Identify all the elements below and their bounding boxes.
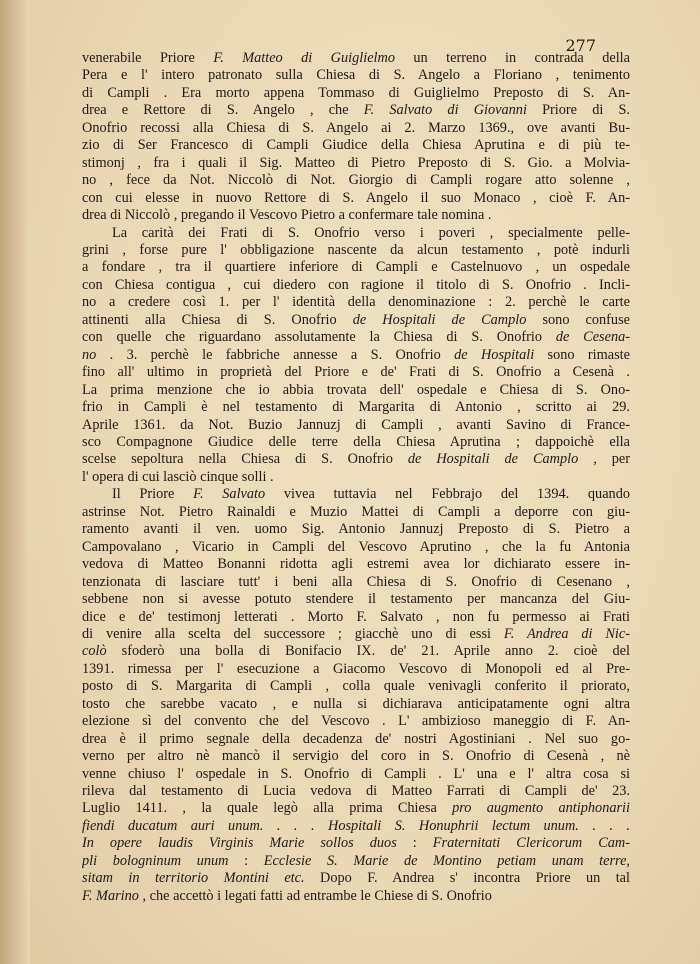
- text-segment: dice e de' testimonj letterati . Morto F. Salvato , non fu permesso ai Frati: [82, 608, 630, 625]
- text-segment: Onofrio recossi alla Chiesa di S. Angelo ai 2. Marzo 1369., ove avanti Bu-: [82, 119, 630, 136]
- text-segment: :: [396, 835, 433, 852]
- text-segment: rileva dal testamento di Lucia vedova di Matteo Farrati di Campli de' 23.: [82, 783, 630, 800]
- italic-text: F. Andrea di Nic-: [503, 625, 630, 642]
- text-segment: La prima menzione che io abbia trovata dell' ospedale e Chiesa di S. Ono-: [82, 381, 630, 398]
- text-line: [82, 800, 630, 817]
- text-line: [82, 521, 630, 538]
- text-line: [82, 870, 630, 887]
- text-segment: tosto che sarebbe vacato , e nulla si dichiarava anticipatamente ogni altra: [82, 695, 630, 712]
- text-segment: un terreno in contrada della: [394, 50, 630, 66]
- text-line: [82, 347, 630, 364]
- italic-text: F. Marino: [82, 887, 139, 904]
- text-line: [82, 207, 630, 224]
- text-line: [82, 556, 630, 573]
- text-segment: Dopo F. Andrea s' incontra Priore un tal: [304, 870, 630, 887]
- text-line: [82, 259, 630, 276]
- text-segment: frio in Campli è nel testamento di Margarita di Antonio , scritto ai 29.: [82, 399, 630, 416]
- text-line: [82, 399, 630, 416]
- text-line: [82, 818, 630, 835]
- text-segment: astrinse Not. Pietro Rainaldi e Muzio Mattei di Campli a deporre con giu-: [82, 503, 630, 520]
- book-page: [30, 0, 700, 964]
- text-line: [82, 190, 630, 207]
- text-line: [82, 102, 630, 119]
- text-line: [82, 661, 630, 678]
- text-segment: no a credere così 1. per l' identità della denominazione : 2. perchè le carte: [82, 294, 630, 311]
- text-segment: Pera e l' intero patronato sulla Chiesa di S. Angelo a Floriano , tenimento: [82, 67, 630, 84]
- text-segment: elezione sì del convento che del Vescovo . L' ambizioso maneggio di F. An-: [82, 713, 630, 730]
- text-segment: Il Priore: [112, 486, 194, 503]
- italic-text: F. Salvato: [193, 486, 266, 503]
- text-line: [82, 486, 630, 503]
- text-segment: scelse sepoltura nella Chiesa di S. Onofrio: [82, 451, 408, 468]
- text-segment: zio di Ser Francesco di Campli Giudice della Chiesa Aprutina e di più te-: [82, 137, 630, 154]
- text-line: [82, 766, 630, 783]
- text-line: [82, 50, 630, 67]
- text-segment: di venire alla scelta del successore ; giacchè uno di essi: [82, 625, 504, 642]
- italic-text: Ecclesie S. Marie de Montino petiam unam terre,: [263, 852, 630, 869]
- text-segment: verno per altro nè mancò il servigio del coro in S. Onofrio di Cesenà , nè: [82, 748, 630, 765]
- text-line: [82, 574, 630, 591]
- italic-text: colò: [82, 643, 107, 660]
- text-segment: attinenti alla Chiesa di S. Onofrio: [82, 311, 353, 328]
- italic-text: fiendi ducatum auri unum. . . . Hospitali S. Honuphrii lectum unum. . . .: [82, 817, 630, 834]
- text-segment: l' opera di cui lasciò cinque solli .: [82, 468, 274, 485]
- text-segment: Aprile 1361. da Not. Buzio Jannuzj di Campli , avanti Savino di France-: [82, 416, 630, 433]
- text-line: [82, 469, 630, 486]
- italic-text: de Cesena-: [555, 329, 630, 346]
- text-segment: drea e Rettore di S. Angelo , che: [82, 102, 364, 119]
- text-line: [82, 172, 630, 189]
- italic-text: F. Matteo di Guiglielmo: [213, 50, 395, 66]
- italic-text: Fraternitati Clericorum Cam-: [432, 835, 630, 852]
- text-segment: , che accettò i legati fatti ad entrambe le Chiese di S. Onofrio: [138, 887, 492, 904]
- text-segment: drea di Niccolò , pregando il Vescovo Pietro a confermare tale nomina .: [82, 207, 492, 224]
- text-segment: grini , forse pure l' obbligazione nascente da alcun testamento , potè indurli: [82, 241, 630, 258]
- text-segment: ramento avanti il ven. uomo Sig. Antonio Jannuzj Preposto di S. Pietro a: [82, 521, 630, 538]
- text-line: [82, 696, 630, 713]
- text-line: [82, 120, 630, 137]
- italic-text: F. Salvato di Giovanni: [363, 102, 527, 119]
- text-line: [82, 591, 630, 608]
- text-line: [82, 155, 630, 172]
- text-segment: :: [228, 852, 264, 869]
- text-line: [82, 364, 630, 381]
- text-line: [82, 731, 630, 748]
- text-segment: venne chiuso l' ospedale in S. Onofrio di Campli . L' una e l' altra cosa si: [82, 765, 630, 782]
- text-segment: di Campli . Era morto appena Tommaso di Guiglielmo Preposto di S. An-: [82, 84, 630, 101]
- text-line: [82, 504, 630, 521]
- italic-text: de Hospitali de Camplo: [352, 311, 527, 328]
- text-line: [82, 382, 630, 399]
- text-segment: Luglio 1411. , la quale legò alla prima Chiesa: [82, 800, 453, 817]
- text-segment: posto di S. Margarita di Campli , colla quale venivagli conferito il priorato,: [82, 678, 630, 695]
- text-segment: vivea tuttavia nel Febbrajo del 1394. quando: [265, 486, 630, 503]
- text-line: [82, 329, 630, 346]
- text-line: [82, 85, 630, 102]
- text-segment: a fondare , tra il quartiere inferiore di Campli e Castelnuovo , un ospedale: [82, 259, 630, 276]
- text-segment: con Chiesa contigua , cui diedero con ragione il titolo di S. Onofrio . Incli-: [82, 276, 630, 293]
- book-gutter: [0, 0, 30, 964]
- paragraph: [82, 225, 630, 487]
- text-segment: con cui elesse in nuovo Rettore di S. Angelo il suo Monaco , cioè F. An-: [82, 189, 630, 206]
- text-line: [82, 67, 630, 84]
- text-line: [82, 888, 630, 905]
- text-segment: fino all' ultimo in proprietà del Priore e de' Frati di S. Onofrio a Cesenà .: [82, 364, 630, 381]
- text-segment: sono confuse: [526, 311, 630, 328]
- page-number: 277: [565, 36, 596, 55]
- paragraph: [82, 50, 630, 225]
- italic-text: sitam in territorio Montini etc.: [82, 870, 305, 887]
- text-line: [82, 626, 630, 643]
- text-segment: vedova di Matteo Bonanni ridotta agli estremi avea lor dichiarato essere in-: [82, 556, 630, 573]
- text-segment: tenzionata di lasciare tutt' i beni alla Chiesa di S. Onofrio di Cesenano ,: [82, 573, 630, 590]
- text-line: [82, 539, 630, 556]
- text-segment: . 3. perchè le fabbriche annesse a S. Onofrio: [96, 346, 455, 363]
- text-segment: 1391. rimessa per l' esecuzione a Giacomo Vescovo di Monopoli ed al Pre-: [82, 660, 630, 677]
- text-segment: sebbene non si avesse potuto stendere il testamento per mancanza del Giu-: [82, 591, 630, 608]
- text-segment: sco Compagnone Giudice delle terre della Chiesa Aprutina ; dappoichè ella: [82, 433, 630, 450]
- page-text: [82, 50, 630, 905]
- text-segment: drea è il primo segnale della decadenza de' nostri Agostiniani . Nel suo go-: [82, 730, 630, 747]
- text-line: [82, 609, 630, 626]
- text-line: [82, 678, 630, 695]
- text-segment: no , fece da Not. Niccolò di Not. Giorgio di Campli rogare atto solenne ,: [82, 172, 630, 189]
- text-segment: , per: [578, 451, 630, 468]
- text-line: [82, 748, 630, 765]
- paragraph: [82, 486, 630, 905]
- text-line: [82, 294, 630, 311]
- italic-text: no: [82, 346, 97, 363]
- text-line: [82, 783, 630, 800]
- text-segment: La carità dei Frati di S. Onofrio verso i poveri , specialmente pelle-: [112, 224, 630, 241]
- text-line: [82, 434, 630, 451]
- italic-text: de Hospitali de Camplo: [407, 451, 579, 468]
- text-segment: stimonj , fra i quali il Sig. Matteo di Pietro Preposto di S. Gio. a Molvia-: [82, 154, 630, 171]
- text-line: [82, 451, 630, 468]
- text-segment: Priore di S.: [526, 102, 630, 119]
- text-line: [82, 225, 630, 242]
- text-segment: sfoderò una bolla di Bonifacio IX. de' 21. Aprile anno 2. cioè del: [106, 643, 630, 660]
- text-line: [82, 853, 630, 870]
- text-line: [82, 835, 630, 852]
- text-line: [82, 713, 630, 730]
- italic-text: In opere laudis Virginis Marie sollos duos: [82, 835, 397, 852]
- text-line: [82, 277, 630, 294]
- text-line: [82, 137, 630, 154]
- text-line: [82, 242, 630, 259]
- italic-text: de Hospitali: [454, 346, 535, 363]
- text-line: [82, 312, 630, 329]
- text-segment: venerabile Priore: [82, 50, 214, 66]
- text-segment: con quelle che riguardano assolutamente la Chiesa di S. Onofrio: [82, 329, 556, 346]
- text-line: [82, 417, 630, 434]
- italic-text: pli bologninum unum: [82, 852, 229, 869]
- text-line: [82, 643, 630, 660]
- text-segment: sono rimaste: [534, 346, 630, 363]
- text-segment: Campovalano , Vicario in Campli del Vescovo Aprutino , che la fu Antonia: [82, 538, 630, 555]
- italic-text: pro augmento antiphonarii: [452, 800, 630, 817]
